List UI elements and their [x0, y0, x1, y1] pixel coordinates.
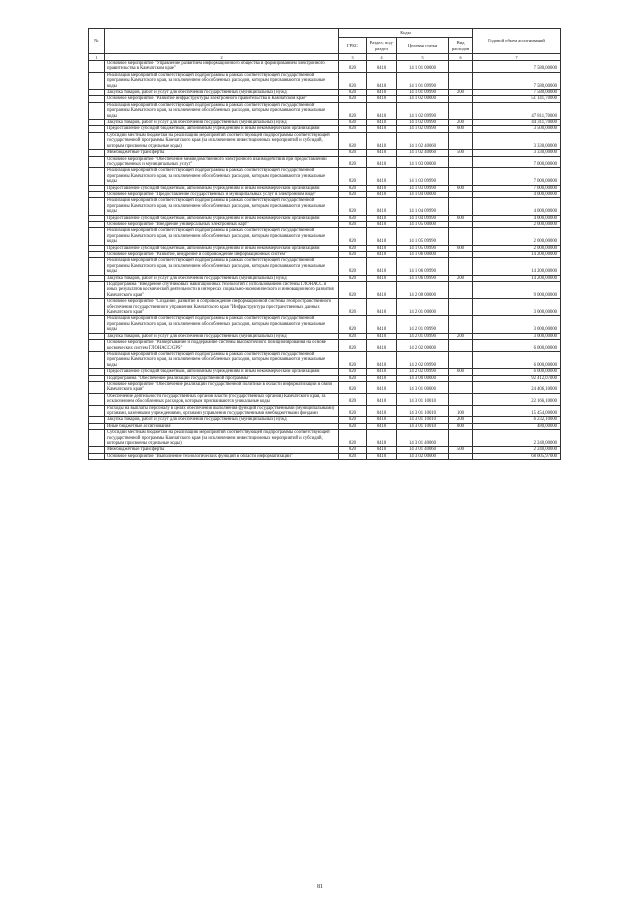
- row-amount-cell: 9 000,00000: [473, 282, 561, 299]
- row-exptype-cell: 200: [449, 120, 473, 126]
- row-section-cell: 0410: [367, 96, 397, 102]
- row-name-cell: Основное мероприятие "Внедрение универсальных электронных карт": [105, 221, 339, 227]
- table-row: [89, 430, 561, 447]
- row-section-cell: 0410: [367, 340, 397, 352]
- table-row: [89, 61, 561, 73]
- table-row: [89, 282, 561, 299]
- row-name-cell: Закупка товаров, работ и услуг для обеспечения государственных (муниципальных) нужд: [105, 333, 339, 339]
- row-number-cell: [89, 102, 105, 119]
- row-amount-cell: 2 000,00000: [473, 245, 561, 251]
- row-target-cell: 14 1 04 00000: [397, 191, 449, 197]
- row-exptype-cell: 600: [449, 215, 473, 221]
- row-number-cell: [89, 132, 105, 149]
- row-section-cell: 0410: [367, 282, 397, 299]
- column-number: 5: [397, 54, 449, 61]
- row-grbs-cell: 820: [339, 381, 367, 393]
- row-section-cell: 0410: [367, 316, 397, 333]
- row-name-cell: Реализация мероприятий соответствующей подпрограммы в рамках соответствующей государственной программы Камчатского края, за исключением обособленных расходов, которым присваиваются уникальные коды: [105, 198, 339, 215]
- row-name-cell: Реализация мероприятий соответствующей подпрограммы в рамках соответствующей государственной программы Камчатского края, за исключением обособленных расходов, которым присваиваются уникальные коды: [105, 72, 339, 89]
- row-exptype-cell: 200: [449, 333, 473, 339]
- row-amount-cell: 14 200,00000: [473, 275, 561, 281]
- row-amount-cell: 68 005,97000: [473, 453, 561, 459]
- budget-table: [88, 28, 561, 460]
- row-section-cell: 0410: [367, 198, 397, 215]
- row-target-cell: 14 2 01 09990: [397, 316, 449, 333]
- row-name-cell: Субсидии местным бюджетам на реализацию мероприятий соответствующей подпрограммы соответствующей государственной программы Камчатского края (за исключением инвестиционных мероприятий и субсидий, которым присвоены отдельные коды): [105, 132, 339, 149]
- row-number-cell: [89, 316, 105, 333]
- table-row: [89, 198, 561, 215]
- row-section-cell: 0410: [367, 333, 397, 339]
- row-amount-cell: 7 580,00000: [473, 72, 561, 89]
- row-grbs-cell: 820: [339, 168, 367, 185]
- row-grbs-cell: 820: [339, 351, 367, 368]
- row-grbs-cell: 820: [339, 423, 367, 429]
- row-name-cell: Предоставление субсидий бюджетным, автономным учреждениям и иным некоммерческим организациям: [105, 245, 339, 251]
- row-target-cell: 14 1 01 00000: [397, 61, 449, 73]
- row-grbs-cell: 820: [339, 150, 367, 156]
- row-amount-cell: 3 330,00000: [473, 132, 561, 149]
- row-amount-cell: 44 311,70000: [473, 120, 561, 126]
- row-grbs-cell: 820: [339, 393, 367, 405]
- row-exptype-cell: [449, 72, 473, 89]
- row-target-cell: 14 1 03 09990: [397, 185, 449, 191]
- row-exptype-cell: 200: [449, 90, 473, 96]
- row-amount-cell: 7 000,00000: [473, 185, 561, 191]
- row-exptype-cell: [449, 156, 473, 168]
- row-section-cell: 0410: [367, 228, 397, 245]
- table-row: [89, 168, 561, 185]
- row-grbs-cell: 820: [339, 299, 367, 316]
- row-amount-cell: 3 330,00000: [473, 150, 561, 156]
- row-name-cell: Иные бюджетные ассигнования: [105, 423, 339, 429]
- row-amount-cell: 92 412,07000: [473, 375, 561, 381]
- row-grbs-cell: 820: [339, 90, 367, 96]
- row-section-cell: 0410: [367, 185, 397, 191]
- row-amount-cell: 4 000,00000: [473, 191, 561, 197]
- row-amount-cell: 2 000,00000: [473, 221, 561, 227]
- row-section-cell: 0410: [367, 61, 397, 73]
- row-section-cell: 0410: [367, 126, 397, 132]
- row-section-cell: 0410: [367, 351, 397, 368]
- row-exptype-cell: 600: [449, 369, 473, 375]
- row-target-cell: 14 2 02 09990: [397, 351, 449, 368]
- row-name-cell: Основное мероприятие "Выполнение технологических функций в области информатизации": [105, 453, 339, 459]
- row-section-cell: 0410: [367, 215, 397, 221]
- row-section-cell: 0410: [367, 72, 397, 89]
- row-target-cell: 14 3 01 10010: [397, 423, 449, 429]
- row-name-cell: Основное мероприятие "Создание, развитие и сопровождение информационной системы геопространственного обеспечения государственного управления Камчатского края "Инфраструктура пространственных данных Камчатского края": [105, 299, 339, 316]
- row-section-cell: 0410: [367, 275, 397, 281]
- row-target-cell: 14 1 01 09990: [397, 90, 449, 96]
- row-name-cell: Межбюджетные трансферты: [105, 447, 339, 453]
- column-number: 1: [89, 54, 105, 61]
- row-section-cell: 0410: [367, 221, 397, 227]
- row-target-cell: 14 1 02 09990: [397, 102, 449, 119]
- row-grbs-cell: 820: [339, 126, 367, 132]
- table-row: [89, 393, 561, 405]
- row-amount-cell: 4 000,00000: [473, 198, 561, 215]
- row-grbs-cell: 820: [339, 132, 367, 149]
- row-name-cell: Основное мероприятие "Обеспечение реализации государственной политики в области информатизации и связи Камчатского края": [105, 381, 339, 393]
- row-grbs-cell: 820: [339, 369, 367, 375]
- table-row: [89, 405, 561, 417]
- row-section-cell: 0410: [367, 447, 397, 453]
- row-target-cell: 14 2 01 00000: [397, 299, 449, 316]
- table-row: [89, 316, 561, 333]
- row-amount-cell: 2 000,00000: [473, 228, 561, 245]
- row-exptype-cell: 500: [449, 447, 473, 453]
- row-name-cell: Основное мероприятие "Обеспечение межведомственного электронного взаимодействия при предоставлении государственных и муниципальных услуг": [105, 156, 339, 168]
- column-number: 3: [339, 54, 367, 61]
- row-grbs-cell: 820: [339, 185, 367, 191]
- row-target-cell: 14 1 03 00000: [397, 156, 449, 168]
- row-name-cell: Подпрограмма "Внедрение спутниковых навигационных технологий с использованием системы ГЛОНАСС и иных результатов космической деятельности в интересах социально-экономического и инновационного развития Камчатского края": [105, 282, 339, 299]
- row-grbs-cell: 820: [339, 61, 367, 73]
- row-exptype-cell: [449, 381, 473, 393]
- row-exptype-cell: [449, 282, 473, 299]
- row-grbs-cell: 820: [339, 258, 367, 275]
- header-section: Раздел, под-раздел: [367, 38, 397, 54]
- row-exptype-cell: [449, 258, 473, 275]
- row-target-cell: 14 1 02 09990: [397, 120, 449, 126]
- row-name-cell: Межбюджетные трансферты: [105, 150, 339, 156]
- row-section-cell: 0410: [367, 120, 397, 126]
- row-target-cell: 14 1 04 09990: [397, 198, 449, 215]
- page-number: 81: [317, 884, 323, 890]
- row-grbs-cell: 820: [339, 245, 367, 251]
- row-amount-cell: 24 406,10000: [473, 381, 561, 393]
- row-name-cell: Расходы на выплаты персоналу в целях обеспечения выполнения функций государственными (муниципальными) органами, казенными учреждениями, органами управления государственными внебюджетными фондами: [105, 405, 339, 417]
- row-section-cell: 0410: [367, 299, 397, 316]
- row-grbs-cell: 820: [339, 252, 367, 258]
- row-grbs-cell: 820: [339, 417, 367, 423]
- row-number-cell: [89, 381, 105, 393]
- row-exptype-cell: [449, 430, 473, 447]
- row-exptype-cell: [449, 132, 473, 149]
- table-row: [89, 299, 561, 316]
- row-target-cell: 14 1 02 40060: [397, 132, 449, 149]
- row-name-cell: Реализация мероприятий соответствующей подпрограммы в рамках соответствующей государственной программы Камчатского края, за исключением обособленных расходов, которым присваиваются уникальные коды: [105, 102, 339, 119]
- row-target-cell: 14 3 01 40060: [397, 430, 449, 447]
- row-exptype-cell: 500: [449, 150, 473, 156]
- row-section-cell: 0410: [367, 430, 397, 447]
- row-number-cell: [89, 340, 105, 352]
- row-number-cell: [89, 299, 105, 316]
- row-section-cell: 0410: [367, 168, 397, 185]
- header-grbs: ГРБС: [339, 38, 367, 54]
- row-section-cell: 0410: [367, 245, 397, 251]
- row-target-cell: 14 1 06 09990: [397, 258, 449, 275]
- row-target-cell: 14 1 02 09990: [397, 126, 449, 132]
- row-amount-cell: 47 811,70000: [473, 102, 561, 119]
- row-section-cell: 0410: [367, 393, 397, 405]
- row-exptype-cell: [449, 228, 473, 245]
- row-exptype-cell: 100: [449, 405, 473, 417]
- row-amount-cell: 7 000,00000: [473, 156, 561, 168]
- column-number: 2: [105, 54, 339, 61]
- row-section-cell: 0410: [367, 453, 397, 459]
- table-row: [89, 102, 561, 119]
- row-target-cell: 14 2 02 09990: [397, 369, 449, 375]
- row-grbs-cell: 820: [339, 447, 367, 453]
- row-target-cell: 14 1 03 09990: [397, 168, 449, 185]
- header-name: [105, 29, 339, 54]
- row-exptype-cell: 600: [449, 245, 473, 251]
- row-amount-cell: 14 200,00000: [473, 258, 561, 275]
- row-number-cell: [89, 168, 105, 185]
- row-name-cell: Субсидии местным бюджетам на реализацию мероприятий соответствующей подпрограммы соответствующей государственной программы Камчатского края (за исключением инвестиционных мероприятий и субсидий, которым присвоены отдельные коды): [105, 430, 339, 447]
- column-number: 6: [449, 54, 473, 61]
- row-number-cell: [89, 156, 105, 168]
- row-section-cell: 0410: [367, 252, 397, 258]
- table-row: [89, 258, 561, 275]
- table-row: [89, 340, 561, 352]
- row-name-cell: Закупка товаров, работ и услуг для обеспечения государственных (муниципальных) нужд: [105, 90, 339, 96]
- row-grbs-cell: 820: [339, 275, 367, 281]
- row-number-cell: [89, 258, 105, 275]
- row-amount-cell: 15 454,00000: [473, 405, 561, 417]
- row-amount-cell: 22 166,10000: [473, 393, 561, 405]
- row-amount-cell: 6 000,00000: [473, 351, 561, 368]
- row-name-cell: Реализация мероприятий соответствующей подпрограммы в рамках соответствующей государственной программы Камчатского края, за исключением обособленных расходов, которым присваиваются уникальные коды: [105, 351, 339, 368]
- row-target-cell: 14 1 02 00000: [397, 96, 449, 102]
- row-exptype-cell: [449, 198, 473, 215]
- row-name-cell: Реализация мероприятий соответствующей подпрограммы в рамках соответствующей государственной программы Камчатского края, за исключением обособленных расходов, которым присваиваются уникальные коды: [105, 228, 339, 245]
- row-target-cell: 14 1 05 00000: [397, 221, 449, 227]
- row-exptype-cell: 600: [449, 126, 473, 132]
- row-grbs-cell: 820: [339, 96, 367, 102]
- row-name-cell: Предоставление субсидий бюджетным, автономным учреждениям и иным некоммерческим организациям: [105, 215, 339, 221]
- row-amount-cell: 2 240,00000: [473, 430, 561, 447]
- row-number-cell: [89, 228, 105, 245]
- row-number-cell: [89, 61, 105, 73]
- row-grbs-cell: 820: [339, 72, 367, 89]
- row-grbs-cell: 820: [339, 156, 367, 168]
- row-name-cell: Предоставление субсидий бюджетным, автономным учреждениям и иным некоммерческим организациям: [105, 185, 339, 191]
- row-exptype-cell: [449, 316, 473, 333]
- row-name-cell: Основное мероприятие "Управление развитием информационного общества и формированием электронного правительства в Камчатском крае": [105, 61, 339, 73]
- row-grbs-cell: 820: [339, 282, 367, 299]
- column-number: 4: [367, 54, 397, 61]
- row-name-cell: Предоставление субсидий бюджетным, автономным учреждениям и иным некоммерческим организациям: [105, 369, 339, 375]
- row-name-cell: Основное мероприятие "Развертывание и поддержание системы высокоточного позиционирования на основе космических систем ГЛОНАСС/GPS": [105, 340, 339, 352]
- row-grbs-cell: 820: [339, 102, 367, 119]
- row-name-cell: Реализация мероприятий соответствующей подпрограммы в рамках соответствующей государственной программы Камчатского края, за исключением обособленных расходов, которым присваиваются уникальные коды: [105, 316, 339, 333]
- row-section-cell: 0410: [367, 423, 397, 429]
- row-amount-cell: 6 000,00000: [473, 340, 561, 352]
- table-row: [89, 453, 561, 459]
- row-grbs-cell: 820: [339, 221, 367, 227]
- row-section-cell: 0410: [367, 258, 397, 275]
- row-target-cell: 14 1 05 09990: [397, 245, 449, 251]
- row-number-cell: [89, 405, 105, 417]
- row-amount-cell: 3 000,00000: [473, 316, 561, 333]
- row-number-cell: [89, 453, 105, 459]
- table-row: [89, 156, 561, 168]
- row-amount-cell: 3 000,00000: [473, 299, 561, 316]
- row-exptype-cell: [449, 102, 473, 119]
- row-grbs-cell: 820: [339, 430, 367, 447]
- row-target-cell: 14 1 02 40060: [397, 150, 449, 156]
- row-target-cell: 14 2 00 00000: [397, 282, 449, 299]
- row-exptype-cell: 800: [449, 423, 473, 429]
- table-body: [89, 61, 561, 460]
- row-grbs-cell: 820: [339, 333, 367, 339]
- row-target-cell: 14 3 01 10010: [397, 405, 449, 417]
- row-name-cell: Подпрограмма "Обеспечение реализации государственной программы": [105, 375, 339, 381]
- header-amount: Годовой объем ассигнований: [473, 29, 561, 54]
- row-target-cell: 14 1 05 09990: [397, 228, 449, 245]
- table-row: [89, 132, 561, 149]
- row-exptype-cell: 200: [449, 275, 473, 281]
- row-amount-cell: 7 580,00000: [473, 90, 561, 96]
- row-section-cell: 0410: [367, 417, 397, 423]
- column-number: 7: [473, 54, 561, 61]
- row-name-cell: Основное мероприятие "Развитие инфраструктуры электронного правительства в Камчатском крае": [105, 96, 339, 102]
- row-section-cell: 0410: [367, 132, 397, 149]
- row-amount-cell: 6 232,10000: [473, 417, 561, 423]
- row-grbs-cell: 820: [339, 453, 367, 459]
- row-grbs-cell: 820: [339, 120, 367, 126]
- row-amount-cell: 6 000,00000: [473, 369, 561, 375]
- row-name-cell: Закупка товаров, работ и услуг для обеспечения государственных (муниципальных) нужд: [105, 120, 339, 126]
- row-exptype-cell: [449, 340, 473, 352]
- row-exptype-cell: 200: [449, 417, 473, 423]
- row-grbs-cell: 820: [339, 191, 367, 197]
- row-section-cell: 0410: [367, 102, 397, 119]
- header-no: №: [89, 29, 105, 54]
- row-grbs-cell: 820: [339, 215, 367, 221]
- header-codes: Коды: [339, 29, 473, 38]
- row-amount-cell: 7 580,00000: [473, 61, 561, 73]
- row-section-cell: 0410: [367, 191, 397, 197]
- row-target-cell: 14 3 02 00000: [397, 453, 449, 459]
- row-amount-cell: 4 000,00000: [473, 215, 561, 221]
- row-target-cell: 14 1 06 09990: [397, 275, 449, 281]
- row-target-cell: 14 1 04 09990: [397, 215, 449, 221]
- row-amount-cell: 7 000,00000: [473, 168, 561, 185]
- row-number-cell: [89, 351, 105, 368]
- table-row: [89, 351, 561, 368]
- row-name-cell: Закупка товаров, работ и услуг для обеспечения государственных (муниципальных) нужд: [105, 275, 339, 281]
- row-section-cell: 0410: [367, 150, 397, 156]
- table-row: [89, 228, 561, 245]
- row-target-cell: 14 3 00 00000: [397, 375, 449, 381]
- row-target-cell: 14 3 01 00000: [397, 381, 449, 393]
- row-amount-cell: 14 200,00000: [473, 252, 561, 258]
- row-exptype-cell: [449, 299, 473, 316]
- row-section-cell: 0410: [367, 90, 397, 96]
- row-exptype-cell: [449, 393, 473, 405]
- row-grbs-cell: 820: [339, 340, 367, 352]
- row-name-cell: Реализация мероприятий соответствующей подпрограммы в рамках соответствующей государственной программы Камчатского края, за исключением обособленных расходов, которым присваиваются уникальные коды: [105, 168, 339, 185]
- row-number-cell: [89, 393, 105, 405]
- row-exptype-cell: [449, 351, 473, 368]
- row-name-cell: Предоставление субсидий бюджетным, автономным учреждениям и иным некоммерческим организациям: [105, 126, 339, 132]
- row-name-cell: Реализация мероприятий соответствующей подпрограммы в рамках соответствующей государственной программы Камчатского края, за исключением обособленных расходов, которым присваиваются уникальные коды: [105, 258, 339, 275]
- row-grbs-cell: 820: [339, 405, 367, 417]
- row-exptype-cell: [449, 168, 473, 185]
- row-target-cell: 14 1 06 00000: [397, 252, 449, 258]
- row-section-cell: 0410: [367, 156, 397, 168]
- row-amount-cell: 480,00000: [473, 423, 561, 429]
- row-amount-cell: 3 000,00000: [473, 333, 561, 339]
- row-grbs-cell: 820: [339, 375, 367, 381]
- row-exptype-cell: 600: [449, 185, 473, 191]
- row-number-cell: [89, 72, 105, 89]
- row-section-cell: 0410: [367, 405, 397, 417]
- row-name-cell: Закупка товаров, работ и услуг для обеспечения государственных (муниципальных) нужд: [105, 417, 339, 423]
- row-name-cell: Основное мероприятие "Предоставление государственных и муниципальных услуг в электронном виде": [105, 191, 339, 197]
- row-target-cell: 14 1 01 09990: [397, 72, 449, 89]
- row-target-cell: 14 3 01 10010: [397, 417, 449, 423]
- row-name-cell: Основное мероприятие "Развитие, внедрение и сопровождение информационных систем": [105, 252, 339, 258]
- row-target-cell: 14 2 01 09990: [397, 333, 449, 339]
- row-exptype-cell: [449, 61, 473, 73]
- row-exptype-cell: [449, 453, 473, 459]
- row-name-cell: Обеспечение деятельности государственных органов власти (государственных органов) Камчатского края, за исключением обособленных расходов, которым присваиваются уникальные коды: [105, 393, 339, 405]
- table-row: [89, 381, 561, 393]
- row-number-cell: [89, 282, 105, 299]
- row-grbs-cell: 820: [339, 198, 367, 215]
- row-grbs-cell: 820: [339, 228, 367, 245]
- row-section-cell: 0410: [367, 375, 397, 381]
- row-amount-cell: 2 240,00000: [473, 447, 561, 453]
- row-grbs-cell: 820: [339, 316, 367, 333]
- row-number-cell: [89, 198, 105, 215]
- row-target-cell: 14 2 02 00000: [397, 340, 449, 352]
- row-amount-cell: 51 141,70000: [473, 96, 561, 102]
- row-target-cell: 14 3 01 40060: [397, 447, 449, 453]
- row-amount-cell: 3 500,00000: [473, 126, 561, 132]
- header-exptype: Вид расходов: [449, 38, 473, 54]
- row-section-cell: 0410: [367, 381, 397, 393]
- row-section-cell: 0410: [367, 369, 397, 375]
- row-number-cell: [89, 430, 105, 447]
- table-row: [89, 72, 561, 89]
- header-target: Целевая статья: [397, 38, 449, 54]
- row-target-cell: 14 3 01 10010: [397, 393, 449, 405]
